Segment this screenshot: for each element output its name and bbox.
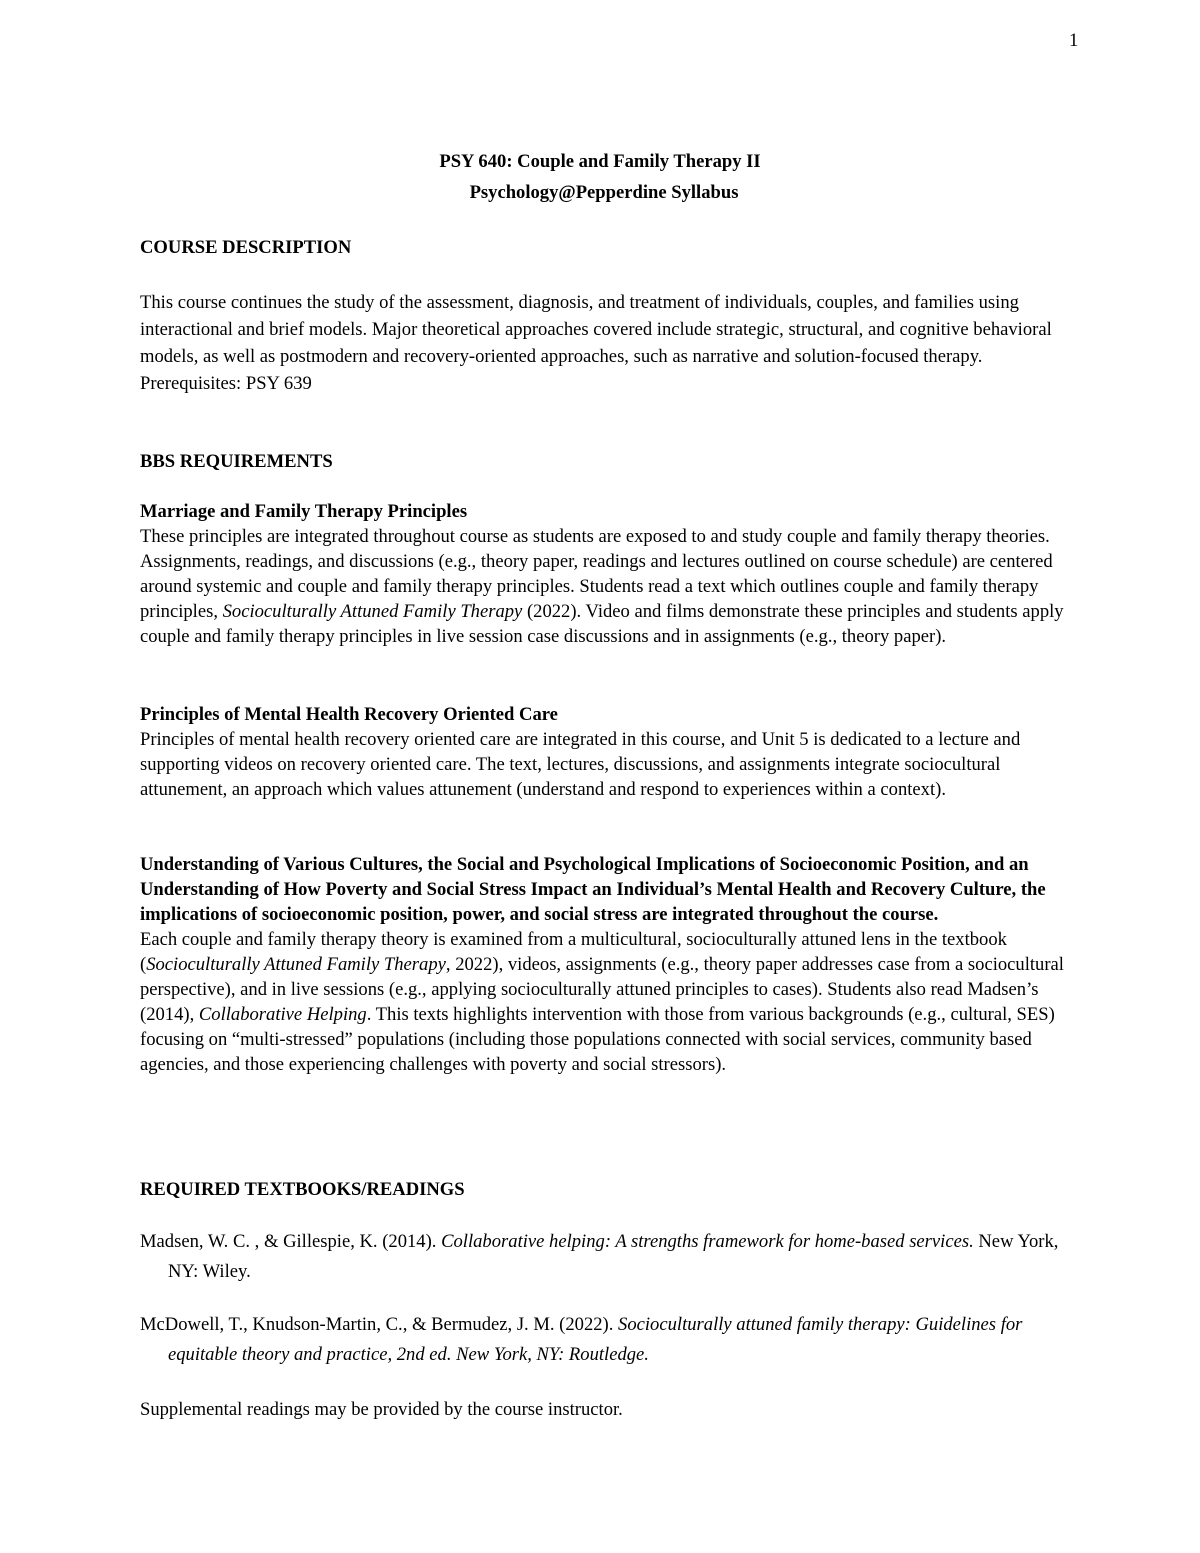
reference-mcdowell-title: Socioculturally attuned family therapy: Guidelines for equitable theory and practice, 2nd ed. New York, NY: Routledge.: [168, 1314, 1023, 1365]
mft-body-part-2: (2022). Video and films demonstrate these principles and students apply couple and family therapy principles in live session case discussions and in assignments (e.g., theory paper).: [140, 601, 1064, 647]
cultures-body: [140, 927, 1080, 1077]
course-description-heading: COURSE DESCRIPTION: [140, 237, 352, 258]
syllabus-subtitle: Psychology@Pepperdine Syllabus: [469, 182, 739, 203]
mft-principles-block: [140, 499, 1080, 649]
reference-madsen: [140, 1227, 1080, 1287]
textbooks-heading: REQUIRED TEXTBOOKS/READINGS: [140, 1179, 465, 1200]
textbooks-section: [140, 1177, 1080, 1202]
cultures-block: [140, 852, 1080, 1077]
recovery-care-heading: Principles of Mental Health Recovery Oriented Care: [140, 704, 558, 725]
cultures-body-part-3: . This texts highlights intervention with those from various backgrounds (e.g., cultural, SES) focusing on “multi-stressed” populations (including those populations connected with social services, community based agencies, and those experiencing challenges with poverty and social stressors).: [140, 1004, 1055, 1075]
reference-madsen-title: Collaborative helping: A strengths framework for home-based services.: [441, 1231, 974, 1252]
bbs-requirements-section: [140, 449, 1080, 474]
supplemental-readings-wrap: [140, 1397, 1080, 1422]
course-title: PSY 640: Couple and Family Therapy II: [439, 151, 761, 172]
course-description-body: This course continues the study of the assessment, diagnosis, and treatment of individuals, couples, and families using interactional and brief models. Major theoretical approaches covered include strategic, structural, and cognitive behavioral models, as well as postmodern and recovery-oriented approaches, such as narrative and solution-focused therapy. Prerequisites: PSY 639: [140, 292, 1052, 394]
mft-body-book-title: Socioculturally Attuned Family Therapy: [222, 601, 523, 622]
reference-madsen-publisher: New York, NY: Wiley.: [168, 1231, 1059, 1282]
course-description-section: [140, 235, 1080, 260]
cultures-body-book-title-2: Collaborative Helping: [198, 1004, 367, 1025]
recovery-care-body: Principles of mental health recovery oriented care are integrated in this course, and Unit 5 is dedicated to a lecture and supporting videos on recovery oriented care. The text, lectures, discussions, and assignments integrate sociocultural attunement, an approach which values attunement (understand and respond to experiences within a context).: [140, 729, 1021, 800]
reference-madsen-wrap: [140, 1227, 1080, 1287]
reference-mcdowell-wrap: [140, 1310, 1080, 1370]
mft-principles-heading: Marriage and Family Therapy Principles: [140, 501, 468, 522]
page-number: 1: [1069, 30, 1079, 51]
cultures-body-book-title-1: Socioculturally Attuned Family Therapy: [146, 954, 446, 975]
recovery-care-block: [140, 702, 1080, 802]
bbs-requirements-heading: BBS REQUIREMENTS: [140, 451, 333, 472]
mft-body-part-1: These principles are integrated throughout course as students are exposed to and study couple and family therapy theories. Assignments, readings, and discussions (e.g., theory paper, readings and lectures outlined on course schedule) are centered around systemic and couple and family therapy principles. Students read a text which outlines couple and family therapy principles,: [140, 526, 1053, 622]
mft-principles-body: [140, 524, 1080, 649]
cultures-heading: Understanding of Various Cultures, the Social and Psychological Implications of Socioeconomic Position, and an Understanding of How Poverty and Social Stress Impact an Individual’s Mental Health and Recovery Culture, the implications of socioeconomic position, power, and social stress are integrated throughout the course.: [140, 854, 1046, 925]
cultures-body-part-1: Each couple and family therapy theory is examined from a multicultural, socioculturally attuned lens in the textbook (: [140, 929, 1007, 975]
cultures-body-part-2: , 2022), videos, assignments (e.g., theory paper addresses case from a sociocultural perspective), and in live sessions (e.g., applying socioculturally attuned principles to cases). Students also read Madsen’s (2014),: [140, 954, 1064, 1025]
title-block: [0, 146, 1200, 208]
supplemental-readings: Supplemental readings may be provided by the course instructor.: [140, 1399, 623, 1420]
reference-madsen-authors: Madsen, W. C. , & Gillespie, K. (2014).: [140, 1231, 442, 1252]
reference-mcdowell-authors: McDowell, T., Knudson-Martin, C., & Bermudez, J. M. (2022).: [140, 1314, 619, 1335]
course-description-body-wrap: [140, 289, 1080, 397]
reference-mcdowell: [140, 1310, 1080, 1370]
